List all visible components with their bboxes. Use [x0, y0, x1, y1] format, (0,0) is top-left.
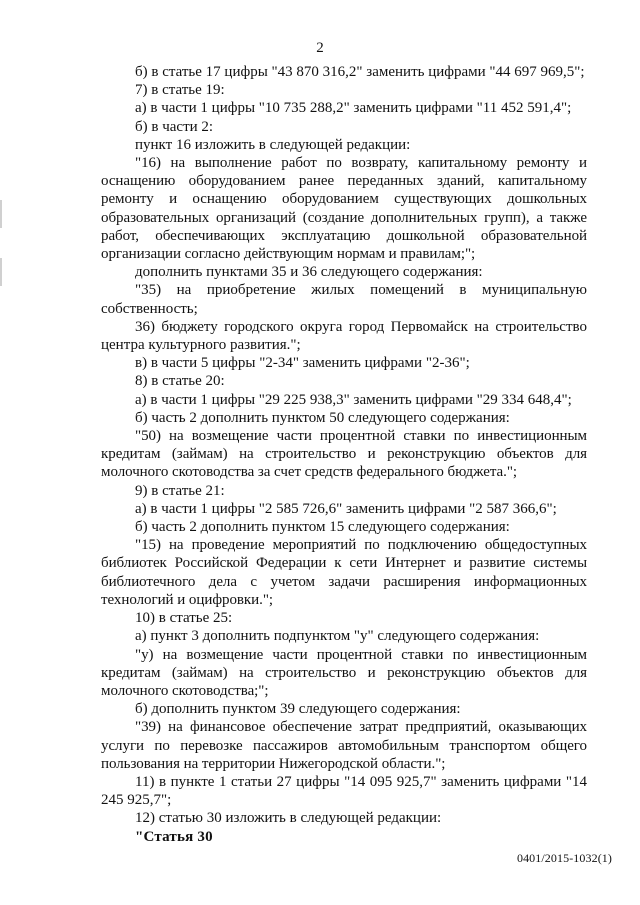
paragraph: "16) на выполнение работ по возврату, капитальному ремонту и оснащению оборудованием ранее переданных зданий, капитальному ремонту и оснащению оборудованием существующих дошкольных образовательных организаций (создание дополнительных групп), а также работ, обеспечивающих эксплуатацию дошкольной образовательной организации согласно действующим нормам и правилам;"; [101, 155, 587, 263]
paragraph: 10) в статье 25: [135, 610, 233, 627]
paragraph: 8) в статье 20: [135, 373, 225, 390]
paragraph: а) пункт 3 дополнить подпунктом "у" следующего содержания: [135, 628, 540, 645]
paragraph: б) часть 2 дополнить пунктом 50 следующего содержания: [135, 409, 510, 426]
paragraph: "15) на проведение мероприятий по подключению общедоступных библиотек Российской Федерации к сети Интернет и развитие системы библиотечного дела с учетом задачи расширения информационных технологий и оцифровки."; [101, 537, 587, 608]
paragraph: б) часть 2 дополнить пунктом 15 следующего содержания: [135, 519, 510, 536]
document-code: 0401/2015-1032(1) [516, 851, 612, 865]
paragraph: "у) на возмещение части процентной ставки по инвестиционным кредитам (займам) на строительство и реконструкцию объектов для молочного скотоводства;"; [101, 646, 587, 699]
paragraph: 12) статью 30 изложить в следующей редакции: [135, 810, 442, 827]
paragraph: 11) в пункте 1 статьи 27 цифры "14 095 925,7" заменить цифрами "14 245 925,7"; [101, 773, 587, 809]
paragraph: дополнить пунктами 35 и 36 следующего содержания: [135, 264, 483, 281]
paragraph: в) в части 5 цифры "2-34" заменить цифрами "2-36"; [135, 355, 470, 372]
paragraph: "50) на возмещение части процентной ставки по инвестиционным кредитам (займам) на строительство и реконструкцию объектов для молочного скотоводства за счет средств федерального бюджета."; [101, 428, 587, 481]
paragraph: а) в части 1 цифры "2 585 726,6" заменить цифрами "2 587 366,6"; [135, 500, 557, 517]
paragraph: а) в части 1 цифры "29 225 938,3" заменить цифрами "29 334 648,4"; [135, 391, 572, 408]
paragraph: 36) бюджету городского округа город Первомайск на строительство центра культурного развития."; [101, 318, 587, 354]
paragraph: а) в части 1 цифры "10 735 288,2" заменить цифрами "11 452 591,4"; [135, 100, 572, 117]
scan-edge-mark [0, 258, 2, 286]
paragraph: 9) в статье 21: [135, 482, 225, 499]
paragraph: б) в статье 17 цифры "43 870 316,2" заменить цифрами "44 697 969,5"; [135, 64, 585, 80]
document-body [101, 63, 587, 846]
scan-edge-mark [0, 200, 2, 228]
article-heading: "Статья 30 [135, 828, 213, 845]
paragraph: "35) на приобретение жилых помещений в муниципальную собственность; [101, 282, 587, 317]
paragraph: пункт 16 изложить в следующей редакции: [135, 136, 411, 153]
paragraph: 7) в статье 19: [135, 82, 225, 99]
paragraph: "39) на финансовое обеспечение затрат предприятий, оказывающих услуги по перевозке пассажиров автомобильным транспортом общего пользования на территории Нижегородской области."; [101, 719, 587, 772]
paragraph: б) дополнить пунктом 39 следующего содержания: [135, 701, 461, 718]
paragraph: б) в части 2: [135, 118, 214, 135]
page-number: 2 [316, 40, 324, 56]
